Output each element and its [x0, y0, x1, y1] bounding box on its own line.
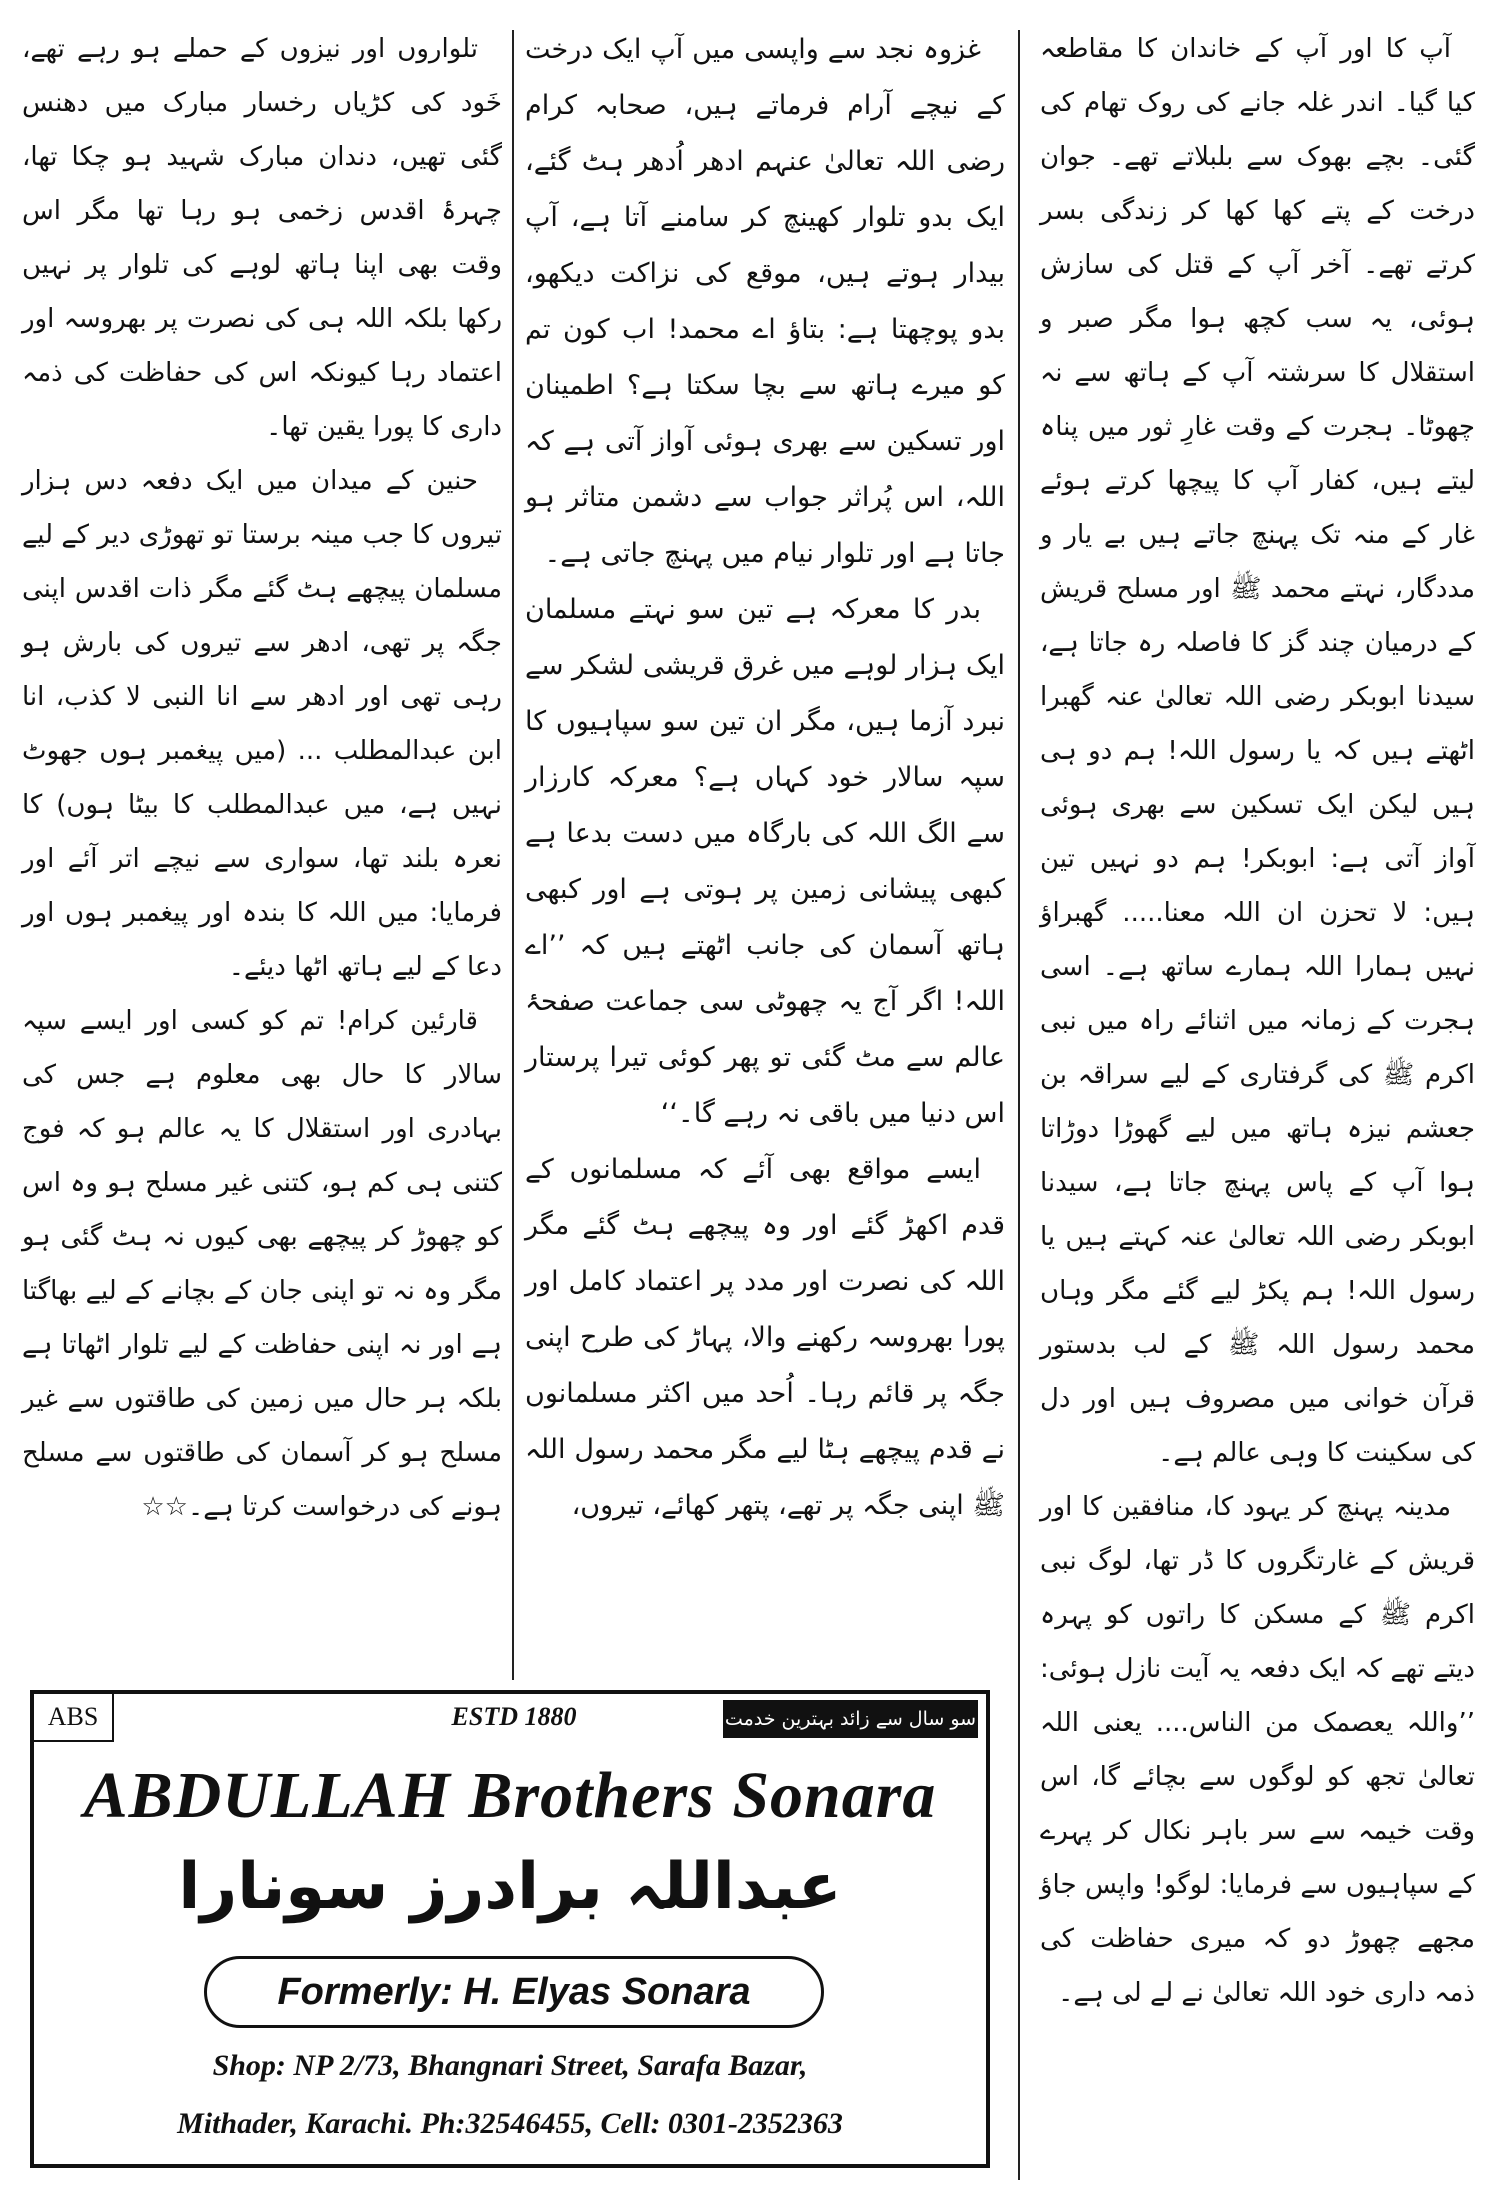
paragraph: قارئین کرام! تم کو کسی اور ایسے سپہ سالار کا حال بھی معلوم ہے جس کی بہادری اور استقلال کا یہ عالم ہو کہ فوج کتنی ہی کم ہو، کتنی غیر مسلح ہو وہ اس کو چھوڑ کر پیچھے بھی کیوں نہ ہٹ گئی ہو مگر وہ نہ تو اپنی جان کے بچانے کے لیے بھاگتا ہے اور نہ اپنی حفاظت کے لیے تلوار اٹھاتا ہے بلکہ ہر حال میں زمین کی طاقتوں سے غیر مسلح ہو کر آسمان کی طاقتوں سے مسلح ہونے کی درخواست کرتا ہے۔☆☆ — [22, 1006, 502, 1522]
column-divider — [1018, 30, 1020, 2180]
ad-service-tagline: سو سال سے زائد بہترین خدمت — [723, 1700, 978, 1738]
article-column-left — [22, 22, 502, 1692]
ad-title-english: ABDULLAH Brothers Sonara — [83, 1759, 937, 1832]
jeweller-advertisement — [30, 1690, 990, 2168]
ad-established: ESTD 1880 — [451, 1702, 577, 1731]
ad-title-urdu: عبداللہ برادرز سونارا — [178, 1850, 842, 1924]
article-column-right — [1040, 22, 1475, 2182]
paragraph: غزوہ نجد سے واپسی میں آپ ایک درخت کے نیچے آرام فرماتے ہیں، صحابہ کرام رضی اللہ تعالیٰ عنہم ادھر اُدھر ہٹ گئے، ایک بدو تلوار کھینچ کر سامنے آتا ہے، آپ بیدار ہوتے ہیں، موقع کی نزاکت دیکھو، بدو پوچھتا ہے: بتاؤ اے محمد! اب کون تم کو میرے ہاتھ سے بچا سکتا ہے؟ اطمینان اور تسکین سے بھری ہوئی آواز آتی ہے کہ اللہ، اس پُراثر جواب سے دشمن متاثر ہو جاتا ہے اور تلوار نیام میں پہنچ جاتی ہے۔ — [525, 34, 1005, 569]
paragraph: ایسے مواقع بھی آئے کہ مسلمانوں کے قدم اکھڑ گئے اور وہ پیچھے ہٹ گئے مگر اللہ کی نصرت اور مدد پر اعتماد کامل اور پورا بھروسہ رکھنے والا، پہاڑ کی طرح اپنی جگہ پر قائم رہا۔ اُحد میں اکثر مسلمانوں نے قدم پیچھے ہٹا لیے مگر محمد رسول اللہ ﷺ اپنی جگہ پر تھے، پتھر کھائے، تیروں، — [525, 1154, 1005, 1521]
column-divider — [512, 30, 514, 1680]
ad-formerly: Formerly: H. Elyas Sonara — [204, 1956, 824, 2028]
article-column-middle — [525, 22, 1005, 1692]
paragraph: حنین کے میدان میں ایک دفعہ دس ہزار تیروں کا جب مینہ برستا تو تھوڑی دیر کے لیے مسلمان پیچھے ہٹ گئے مگر ذات اقدس اپنی جگہ پر تھی، ادھر سے تیروں کی بارش ہو رہی تھی اور ادھر سے انا النبی لا کذب، انا ابن عبدالمطلب ... (میں پیغمبر ہوں جھوٹ نہیں ہے، میں عبدالمطلب کا بیٹا ہوں) کا نعرہ بلند تھا، سواری سے نیچے اتر آئے اور فرمایا: میں اللہ کا بندہ اور پیغمبر ہوں اور دعا کے لیے ہاتھ اٹھا دیئے۔ — [22, 466, 502, 982]
ad-address-line: Shop: NP 2/73, Bhangnari Street, Sarafa Bazar, — [212, 2049, 808, 2082]
ad-address-line: Mithader, Karachi. Ph:32546455, Cell: 0301-2352363 — [177, 2107, 843, 2140]
ad-badge: ABS — [34, 1694, 114, 1742]
paragraph: بدر کا معرکہ ہے تین سو نہتے مسلمان ایک ہزار لوہے میں غرق قریشی لشکر سے نبرد آزما ہیں، مگر ان تین سو سپاہیوں کا سپہ سالار خود کہاں ہے؟ معرکہ کارزار سے الگ اللہ کی بارگاہ میں دست بدعا ہے کبھی پیشانی زمین پر ہوتی ہے اور کبھی ہاتھ آسمان کی جانب اٹھتے ہیں کہ ’’اے اللہ! اگر آج یہ چھوٹی سی جماعت صفحۂ عالم سے مٹ گئی تو پھر کوئی تیرا پرستار اس دنیا میں باقی نہ رہے گا۔‘‘ — [525, 594, 1005, 1129]
paragraph: آپ کا اور آپ کے خاندان کا مقاطعہ کیا گیا۔ اندر غلہ جانے کی روک تھام کی گئی۔ بچے بھوک سے بلبلاتے تھے۔ جوان درخت کے پتے کھا کھا کر زندگی بسر کرتے تھے۔ آخر آپ کے قتل کی سازش ہوئی، یہ سب کچھ ہوا مگر صبر و استقلال کا سرشتہ آپ کے ہاتھ سے نہ چھوٹا۔ ہجرت کے وقت غارِ ثور میں پناہ لیتے ہیں، کفار آپ کا پیچھا کرتے ہوئے غار کے منہ تک پہنچ جاتے ہیں بے یار و مددگار، نہتے محمد ﷺ اور مسلح قریش کے درمیان چند گز کا فاصلہ رہ جاتا ہے، سیدنا ابوبکر رضی اللہ تعالیٰ عنہ گھبرا اٹھتے ہیں کہ یا رسول اللہ! ہم دو ہی ہیں لیکن ایک تسکین سے بھری ہوئی آواز آتی ہے: ابوبکر! ہم دو نہیں تین ہیں: لا تحزن ان اللہ معنا..... گھبراؤ نہیں ہمارا اللہ ہمارے ساتھ ہے۔ اسی ہجرت کے زمانہ میں اثنائے راہ میں نبی اکرم ﷺ کی گرفتاری کے لیے سراقہ بن جعشم نیزہ ہاتھ میں لیے گھوڑا دوڑاتا ہوا آپ کے پاس پہنچ جاتا ہے، سیدنا ابوبکر رضی اللہ تعالیٰ عنہ کہتے ہیں یا رسول اللہ! ہم پکڑ لیے گئے مگر وہاں محمد رسول اللہ ﷺ کے لب بدستور قرآن خوانی میں مصروف ہیں اور دل کی سکینت کا وہی عالم ہے۔ — [1040, 34, 1475, 1468]
paragraph: تلواروں اور نیزوں کے حملے ہو رہے تھے، خَود کی کڑیاں رخسار مبارک میں دھنس گئی تھیں، دندان مبارک شہید ہو چکا تھا، چہرۂ اقدس زخمی ہو رہا تھا مگر اس وقت بھی اپنا ہاتھ لوہے کی تلوار پر نہیں رکھا بلکہ اللہ ہی کی نصرت پر بھروسہ اور اعتماد رہا کیونکہ اس کی حفاظت کی ذمہ داری کا پورا یقین تھا۔ — [22, 34, 502, 442]
paragraph: مدینہ پہنچ کر یہود کا، منافقین کا اور قریش کے غارتگروں کا ڈر تھا، لوگ نبی اکرم ﷺ کے مسکن کا راتوں کو پہرہ دیتے تھے کہ ایک دفعہ یہ آیت نازل ہوئی: ’’واللہ یعصمک من الناس.... یعنی اللہ تعالیٰ تجھ کو لوگوں سے بچائے گا، اس وقت خیمہ سے سر باہر نکال کر پہرے کے سپاہیوں سے فرمایا: لوگو! واپس جاؤ مجھے چھوڑ دو کہ میری حفاظت کی ذمہ داری خود اللہ تعالیٰ نے لے لی ہے۔ — [1040, 1492, 1475, 2008]
